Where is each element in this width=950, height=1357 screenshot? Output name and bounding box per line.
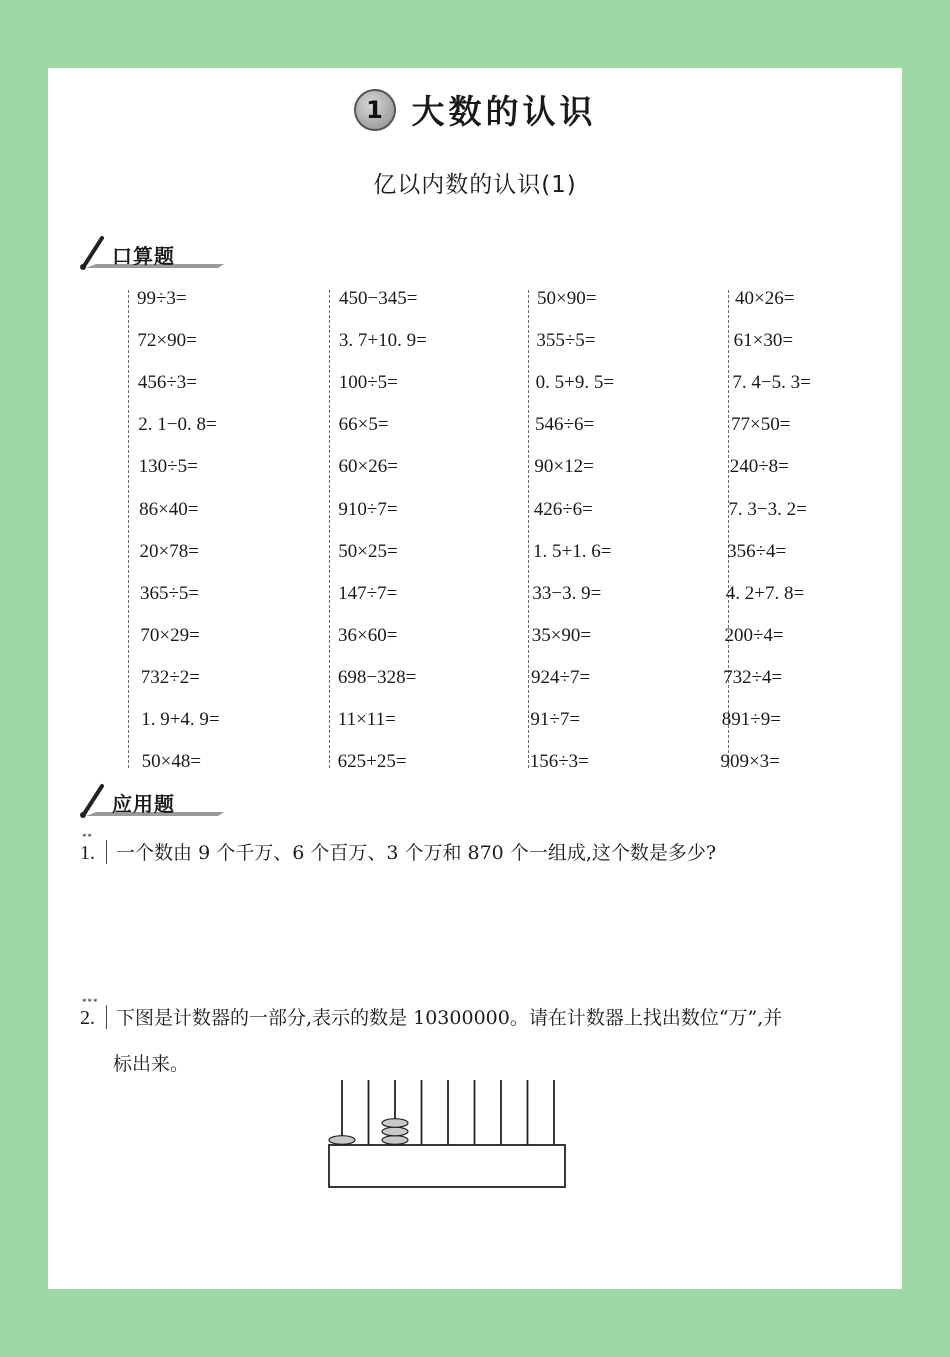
arithmetic-expression: 365÷5= [139, 582, 200, 604]
arithmetic-expression: 99÷3= [137, 288, 187, 309]
arithmetic-expression: 50×48= [141, 751, 202, 773]
column-divider [329, 290, 330, 768]
chapter-number-badge: 1 [354, 89, 396, 131]
section-label-applied: 应用题 [112, 792, 175, 816]
arithmetic-expression: 200÷4= [724, 624, 784, 646]
arithmetic-expression: 240÷8= [729, 456, 789, 478]
chapter-header [0, 86, 950, 133]
arithmetic-expression: 625+25= [337, 751, 407, 773]
arithmetic-expression: 7. 4−5. 3= [732, 372, 811, 394]
arithmetic-expression: 77×50= [731, 414, 791, 436]
arithmetic-expression: 426÷6= [533, 498, 593, 520]
arithmetic-expression: 50×90= [537, 288, 597, 309]
number-bracket [80, 840, 107, 864]
problem-1-number [80, 832, 110, 865]
arithmetic-expression: 86×40= [139, 498, 199, 520]
section-header-applied [76, 782, 226, 822]
arithmetic-expression: 924÷7= [531, 666, 591, 688]
arithmetic-expression: 100÷5= [338, 372, 398, 394]
arithmetic-expression: 50×25= [338, 540, 398, 562]
arithmetic-expression: 450−345= [339, 288, 418, 309]
arithmetic-expression: 698−328= [337, 666, 417, 688]
abacus-bead [329, 1136, 355, 1145]
abacus-base [329, 1145, 565, 1187]
arithmetic-expression: 732÷4= [723, 666, 783, 688]
arithmetic-expression: 356÷4= [727, 540, 787, 562]
section-header-mental [76, 234, 226, 274]
arithmetic-expression: 4. 2+7. 8= [725, 582, 805, 604]
arithmetic-expression: 1. 9+4. 9= [141, 709, 220, 730]
chapter-title: 大数的认识 [411, 92, 597, 131]
column-divider [128, 290, 129, 768]
arithmetic-expression: 891÷9= [721, 709, 781, 730]
arithmetic-expression: 909×3= [720, 751, 780, 773]
abacus-bead [382, 1136, 408, 1145]
problem-2-number [80, 997, 110, 1030]
problem-2-text-continued: 标出来。 [113, 1053, 190, 1075]
difficulty-marks: ** [82, 832, 93, 842]
arithmetic-expression: 3. 7+10. 9= [338, 330, 427, 352]
arithmetic-expression: 60×26= [338, 456, 398, 478]
problem-1-text: 一个数由 9 个千万、6 个百万、3 个万和 870 个一组成,这个数是多少? [116, 842, 717, 864]
arithmetic-expression: 72×90= [137, 330, 197, 352]
arithmetic-expression: 66×5= [338, 414, 389, 436]
arithmetic-expression: 910÷7= [338, 498, 398, 520]
arithmetic-expression: 33−3. 9= [532, 582, 602, 604]
abacus-bead [382, 1127, 408, 1136]
arithmetic-expression: 7. 3−3. 2= [728, 498, 807, 520]
problem-1 [80, 832, 717, 865]
column-divider [528, 290, 529, 768]
arithmetic-expression: 147÷7= [338, 582, 398, 604]
section-label-mental: 口算题 [112, 244, 175, 268]
problem-2 [80, 997, 783, 1030]
abacus-counter[interactable] [320, 1072, 580, 1197]
column-divider [728, 290, 729, 768]
arithmetic-expression: 2. 1−0. 8= [138, 414, 217, 436]
arithmetic-expression: 1. 5+1. 6= [533, 540, 612, 562]
arithmetic-expression: 546÷6= [535, 414, 595, 436]
arithmetic-expression: 0. 5+9. 5= [535, 372, 615, 394]
arithmetic-expression: 35×90= [531, 624, 592, 646]
arithmetic-expression: 456÷3= [137, 372, 197, 394]
arithmetic-expression: 36×60= [338, 624, 398, 646]
arithmetic-expression: 130÷5= [138, 456, 198, 478]
arithmetic-expression: 156÷3= [529, 751, 589, 773]
arithmetic-expression: 90×12= [534, 456, 594, 478]
arithmetic-expression: 91÷7= [530, 709, 581, 730]
arithmetic-expression: 355÷5= [536, 330, 596, 352]
arithmetic-expression: 61×30= [733, 330, 794, 352]
problem-1-index: 1. [80, 842, 95, 864]
arithmetic-expression: 40×26= [735, 288, 795, 309]
arithmetic-expression: 11×11= [337, 709, 396, 730]
arithmetic-expression: 732÷2= [140, 666, 200, 688]
arithmetic-expression: 20×78= [139, 540, 199, 562]
problem-2-index: 2. [80, 1007, 95, 1029]
arithmetic-expression: 70×29= [140, 624, 200, 646]
lesson-subtitle: 亿以内数的认识(1) [373, 172, 577, 198]
number-bracket [80, 1005, 107, 1029]
abacus-bead [382, 1119, 408, 1128]
difficulty-marks: *** [82, 997, 99, 1007]
problem-2-text: 下图是计数器的一部分,表示的数是 10300000。请在计数器上找出数位“万”,并 [116, 1007, 783, 1029]
